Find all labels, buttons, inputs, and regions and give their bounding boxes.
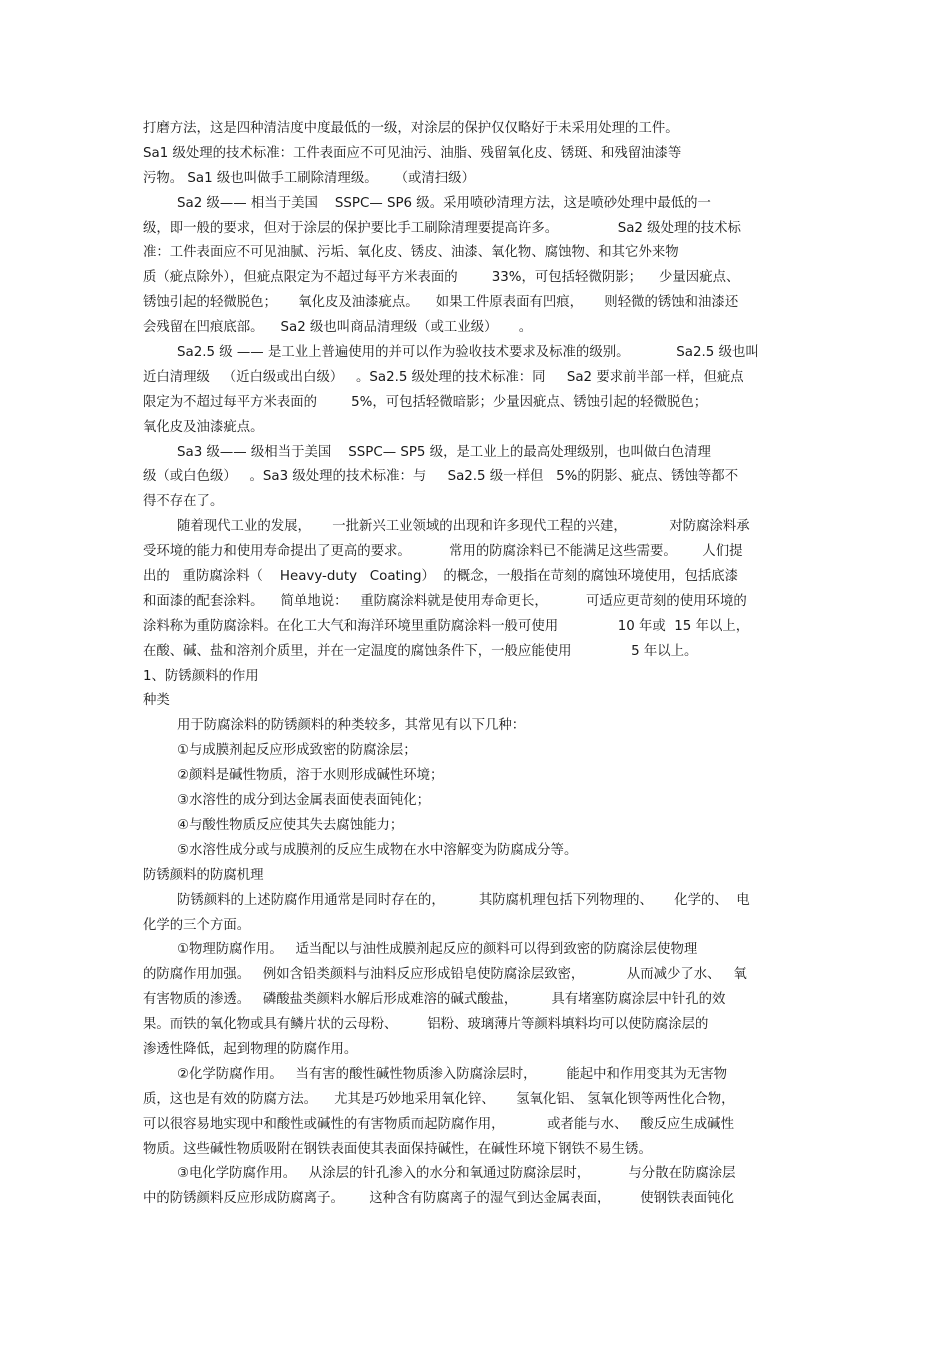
text-line: 级（或白色级） 。Sa3 级处理的技术标准：与 Sa2.5 级一样但 5%的阴影、疵点、锈蚀等都不 (143, 469, 739, 485)
text-line: 在酸、碱、盐和溶剂介质里，并在一定温度的腐蚀条件下，一般应能使用 5 年以上。 (143, 643, 698, 659)
text-line: 物质。这些碱性物质吸附在钢铁表面使其表面保持碱性，在碱性环境下钢铁不易生锈。 (143, 1141, 652, 1157)
text-line: 受环境的能力和使用寿命提出了更高的要求。 常用的防腐涂料已不能满足这些需要。 人们提 (143, 544, 743, 560)
text-line: ⑤水溶性成分或与成膜剂的反应生成物在水中溶解变为防腐成分等。 (177, 842, 578, 858)
text-line: ②化学防腐作用。 当有害的酸性碱性物质渗入防腐涂层时， 能起中和作用变其为无害物 (177, 1066, 728, 1082)
text-line: 准：工件表面应不可见油腻、污垢、氧化皮、锈皮、油漆、氧化物、腐蚀物、和其它外来物 (143, 245, 679, 261)
text-line: 得不存在了。 (143, 494, 224, 510)
text-line: 1、防锈颜料的作用 (143, 668, 259, 684)
text-line: 质，这也是有效的防腐方法。 尤其是巧妙地采用氧化锌、 氢氧化铝、 氢氧化钡等两性化合物， (143, 1091, 735, 1107)
text-line: 氧化皮及油漆疵点。 (143, 419, 264, 435)
text-line: 近白清理级 （近白级或出白级） 。Sa2.5 级处理的技术标准：同 Sa2 要求前半部一样，但疵点 (143, 369, 744, 385)
text-line: ③水溶性的成分到达金属表面使表面钝化； (177, 793, 431, 809)
text-line: 打磨方法，这是四种清洁度中度最低的一级，对涂层的保护仅仅略好于未采用处理的工件。 (143, 121, 679, 136)
text-line: ②颜料是碱性物质，溶于水则形成碱性环境； (177, 768, 444, 784)
text-line: 用于防腐涂料的防锈颜料的种类较多，其常见有以下几种： (177, 718, 526, 734)
text-line: 防锈颜料的上述防腐作用通常是同时存在的， 其防腐机理包括下列物理的、 化学的、 电 (177, 892, 750, 908)
text-line: 质（疵点除外），但疵点限定为不超过每平方米表面的 33%，可包括轻微阴影； 少量因疵点、 (143, 270, 740, 286)
text-line: 中的防锈颜料反应形成防腐离子。 这种含有防腐离子的湿气到达金属表面， 使钢铁表面钝化 (143, 1191, 734, 1207)
text-line: 渗透性降低，起到物理的防腐作用。 (143, 1041, 358, 1057)
text-line: 果。而铁的氧化物或具有鳞片状的云母粉、 铝粉、玻璃薄片等颜料填料均可以使防腐涂层的 (143, 1017, 709, 1033)
text-line: Sa3 级—— 级相当于美国 SSPC— SP5 级，是工业上的最高处理级别，也叫做白色清理 (177, 444, 711, 460)
text-line: 化学的三个方面。 (143, 917, 251, 933)
text-line: 限定为不超过每平方米表面的 5%，可包括轻微暗影；少量因疵点、锈蚀引起的轻微脱色； (143, 394, 708, 410)
text-line: ④与酸性物质反应使其失去腐蚀能力； (177, 817, 404, 833)
text-line: ①与成膜剂起反应形成致密的防腐涂层； (177, 743, 417, 759)
text-line: 涂料称为重防腐涂料。在化工大气和海洋环境里重防腐涂料一般可使用 10 年或 15 年以上， (143, 618, 750, 634)
text-line: 出的 重防腐涂料（ Heavy-duty Coating） 的概念，一般指在苛刻的腐蚀环境使用，包括底漆 (143, 569, 739, 585)
text-line: Sa2 级—— 相当于美国 SSPC— SP6 级。采用喷砂清理方法，这是喷砂处理中最低的一 (177, 195, 711, 211)
text-line: 的防腐作用加强。 例如含铅类颜料与油料反应形成铅皂使防腐涂层致密， 从而减少了水、 氧 (143, 967, 747, 983)
text-line: 级，即一般的要求，但对于涂层的保护要比手工刷除清理要提高许多。 Sa2 级处理的技术标 (143, 220, 741, 236)
text-line: ③电化学防腐作用。 从涂层的针孔渗入的水分和氧通过防腐涂层时， 与分散在防腐涂层 (177, 1166, 736, 1182)
text-line: 可以很容易地实现中和酸性或碱性的有害物质而起防腐作用， 或者能与水、 酸反应生成碱性 (143, 1116, 734, 1132)
text-line: 污物。 Sa1 级也叫做手工刷除清理级。 （或清扫级） (143, 170, 475, 186)
text-line: Sa1 级处理的技术标准：工件表面应不可见油污、油脂、残留氧化皮、锈斑、和残留油漆等 (143, 145, 682, 161)
text-line: 种类 (143, 693, 170, 709)
text-line: 随着现代工业的发展， 一批新兴工业领域的出现和许多现代工程的兴建， 对防腐涂料承 (177, 519, 750, 535)
text-line: 锈蚀引起的轻微脱色； 氧化皮及油漆疵点。 如果工件原表面有凹痕， 则轻微的锈蚀和油漆还 (143, 295, 739, 311)
text-line: 有害物质的渗透。 磷酸盐类颜料水解后形成难溶的碱式酸盐， 具有堵塞防腐涂层中针孔的效 (143, 992, 726, 1008)
text-line: ①物理防腐作用。 适当配以与油性成膜剂起反应的颜料可以得到致密的防腐涂层使物理 (177, 942, 698, 958)
text-line: 和面漆的配套涂料。 简单地说： 重防腐涂料就是使用寿命更长， 可适应更苛刻的使用环境的 (143, 593, 747, 609)
text-line: Sa2.5 级 —— 是工业上普遍使用的并可以作为验收技术要求及标准的级别。 Sa2.5 级也叫 (177, 345, 759, 361)
text-line: 防锈颜料的防腐机理 (143, 867, 264, 883)
text-line: 会残留在凹痕底部。 Sa2 级也叫商品清理级（或工业级） 。 (143, 320, 533, 336)
